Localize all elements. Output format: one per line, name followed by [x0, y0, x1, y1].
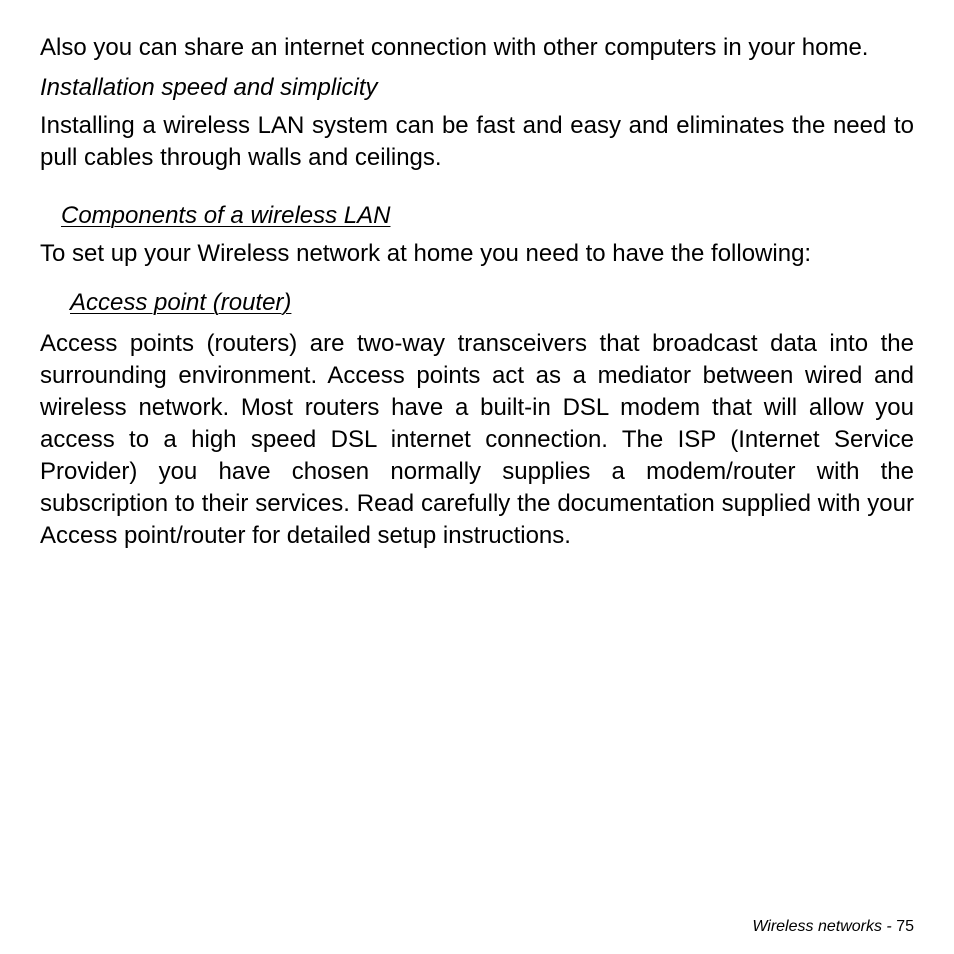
- installation-paragraph: Installing a wireless LAN system can be fast and easy and eliminates the need to pull cables through walls and ceilings.: [40, 112, 914, 171]
- page-number: 75: [896, 918, 914, 935]
- page-footer: [752, 917, 914, 937]
- intro-paragraph: Also you can share an internet connection with other computers in your home.: [40, 34, 869, 61]
- components-paragraph: To set up your Wireless network at home you need to have the following:: [40, 240, 812, 267]
- access-point-heading: Access point (router): [70, 289, 292, 316]
- installation-heading: Installation speed and simplicity: [40, 74, 378, 101]
- access-point-paragraph: Access points (routers) are two-way transceivers that broadcast data into the surrounding environment. Access points act as a mediator between wired and wireless network. Most routers have a built-in DSL modem that will allow you access to a high speed DSL internet connection. The ISP (Internet Service Provider) you have chosen normally supplies a modem/router with the subscription to their services. Read carefully the documentation supplied with your Access point/router for detailed setup instructions.: [40, 330, 914, 549]
- components-heading: Components of a wireless LAN: [61, 202, 391, 229]
- footer-section-title: Wireless networks -: [752, 918, 897, 935]
